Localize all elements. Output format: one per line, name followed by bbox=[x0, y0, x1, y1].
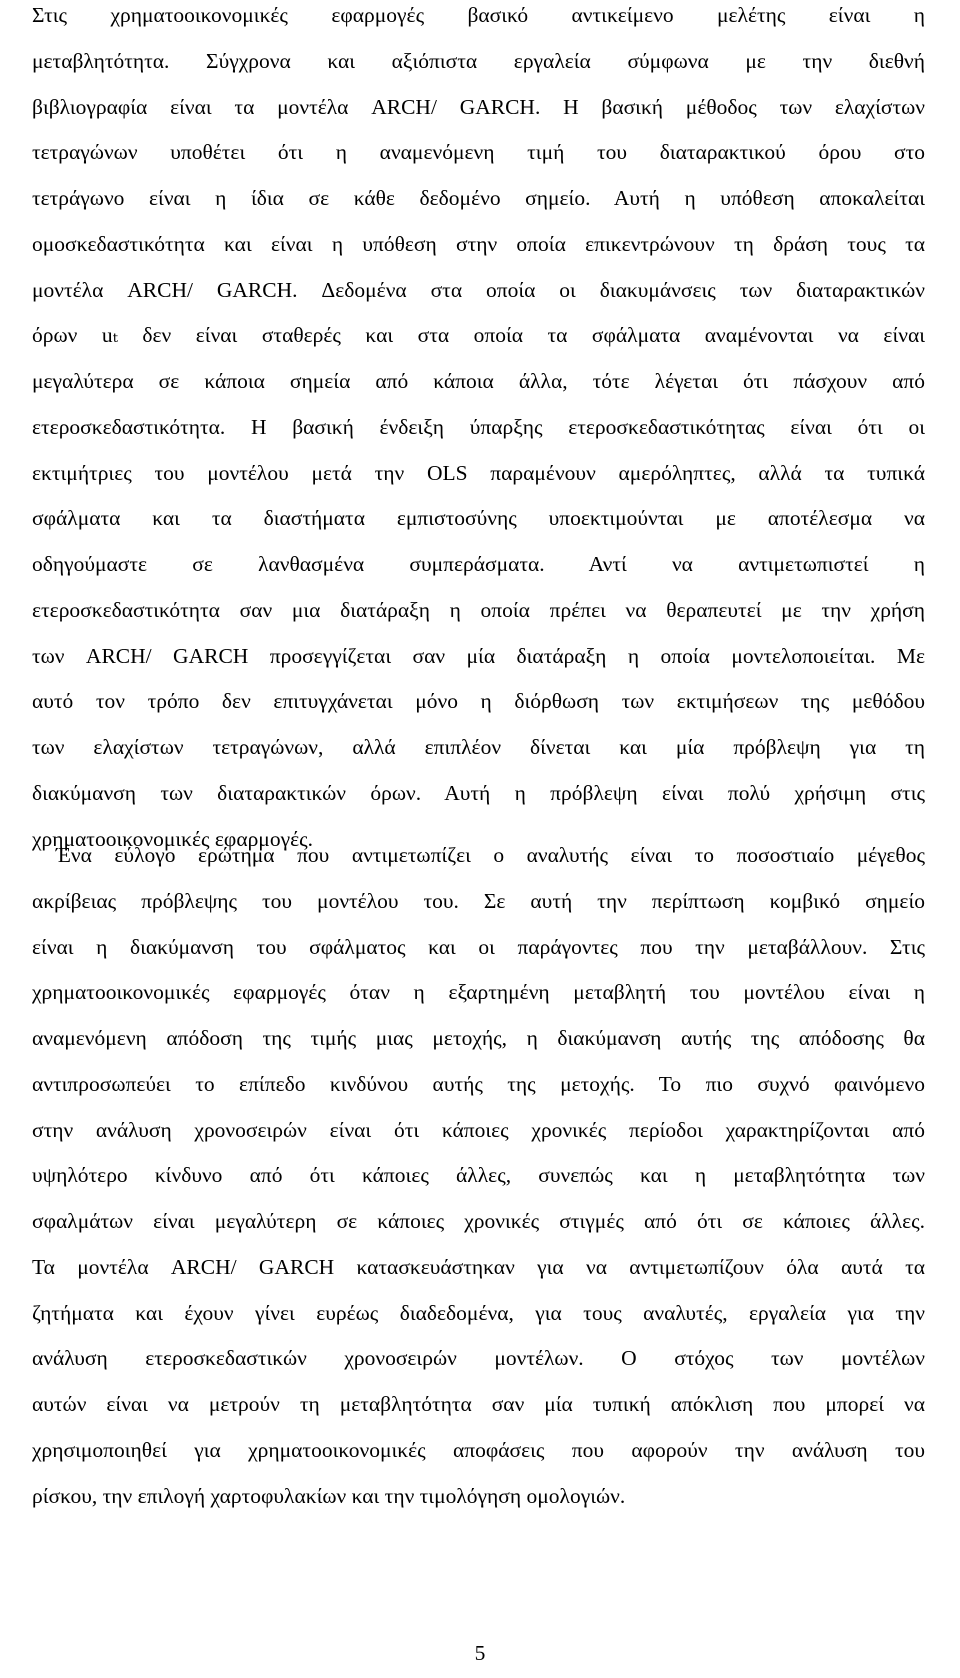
text-line: είναι η διακύμανση του σφάλματος και οι παράγοντες που την μεταβάλλουν. Στις bbox=[32, 934, 925, 959]
text-line: των ARCH/ GARCH προσεγγίζεται σαν μία διατάραξη η οποία μοντελοποιείται. Με bbox=[32, 643, 925, 668]
text-line: υψηλότερο κίνδυνο από ότι κάποιες άλλες, συνεπώς και η μεταβλητότητα των bbox=[32, 1163, 925, 1188]
text-line: Ένα εύλογο ερώτημα που αντιμετωπίζει ο αναλυτής είναι το ποσοστιαίο μέγεθος bbox=[56, 843, 925, 867]
text-line: σφαλμάτων είναι μεγαλύτερη σε κάποιες χρονικές στιγμές από ότι σε κάποιες άλλες. bbox=[32, 1209, 925, 1233]
paragraph-2 bbox=[32, 833, 925, 1519]
text-line: βιβλιογραφία είναι τα μοντέλα ARCH/ GARCH. Η βασική μέθοδος των ελαχίστων bbox=[32, 94, 925, 119]
text-line: αυτών είναι να μετρούν τη μεταβλητότητα σαν μία τυπική απόκλιση που μπορεί να bbox=[32, 1392, 925, 1416]
text-line: ομοσκεδαστικότητα και είναι η υπόθεση στην οποία επικεντρώνουν τη δράση τους τα bbox=[32, 231, 925, 256]
text-line: ζητήματα και έχουν γίνει ευρέως διαδεδομένα, για τους αναλυτές, εργαλεία για την bbox=[32, 1300, 925, 1325]
text-line: μεταβλητότητα. Σύγχρονα και αξιόπιστα εργαλεία σύμφωνα με την διεθνή bbox=[32, 48, 925, 73]
text-line: χρηματοοικονομικές εφαρμογές όταν η εξαρτημένη μεταβλητή του μοντέλου είναι η bbox=[32, 980, 925, 1005]
text-line: μοντέλα ARCH/ GARCH. Δεδομένα στα οποία οι διακυμάνσεις των διαταρακτικών bbox=[32, 277, 925, 302]
text-line: αντιπροσωπεύει το επίπεδο κινδύνου αυτής της μετοχής. Το πιο συχνό φαινόμενο bbox=[32, 1071, 925, 1096]
text-line: τετραγώνων υποθέτει ότι η αναμενόμενη τιμή του διαταρακτικού όρου στο bbox=[32, 140, 925, 165]
text-line: διακύμανση των διαταρακτικών όρων. Αυτή η πρόβλεψη είναι πολύ χρήσιμη στις bbox=[32, 780, 925, 805]
text-line: χρηματοοικονομικές εφαρμογές. bbox=[32, 826, 314, 851]
text-line: ακρίβειας πρόβλεψης του μοντέλου του. Σε αυτή την περίπτωση κομβικό σημείο bbox=[32, 888, 925, 913]
text-line: των ελαχίστων τετραγώνων, αλλά επιπλέον δίνεται και μία πρόβλεψη για τη bbox=[32, 735, 925, 759]
text-line: όρων uₜ δεν είναι σταθερές και στα οποία τα σφάλματα αναμένονται να είναι bbox=[32, 323, 925, 348]
text-line: ρίσκου, την επιλογή χαρτοφυλακίων και την τιμολόγηση ομολογιών. bbox=[32, 1483, 626, 1508]
text-line: Στις χρηματοοικονομικές εφαρμογές βασικό αντικείμενο μελέτης είναι η bbox=[32, 3, 925, 27]
text-line: ανάλυση ετεροσκεδαστικών χρονοσειρών μοντέλων. Ο στόχος των μοντέλων bbox=[32, 1346, 925, 1371]
text-line: εκτιμήτριες του μοντέλου μετά την OLS παραμένουν αμερόληπτες, αλλά τα τυπικά bbox=[32, 460, 925, 485]
text-line: Τα μοντέλα ARCH/ GARCH κατασκευάστηκαν για να αντιμετωπίζουν όλα αυτά τα bbox=[32, 1254, 925, 1279]
paragraph-1 bbox=[32, 0, 925, 862]
page-number: 5 bbox=[474, 1641, 486, 1665]
text-line: ετεροσκεδαστικότητα. Η βασική ένδειξη ύπαρξης ετεροσκεδαστικότητας είναι ότι οι bbox=[32, 414, 925, 439]
text-line: οδηγούμαστε σε λανθασμένα συμπεράσματα. Αντί να αντιμετωπιστεί η bbox=[32, 552, 925, 576]
text-line: ετεροσκεδαστικότητα σαν μια διατάραξη η οποία πρέπει να θεραπευτεί με την χρήση bbox=[32, 597, 925, 622]
text-line: μεγαλύτερα σε κάποια σημεία από κάποια άλλα, τότε λέγεται ότι πάσχουν από bbox=[32, 369, 925, 393]
text-line: στην ανάλυση χρονοσειρών είναι ότι κάποιες χρονικές περίοδοι χαρακτηρίζονται από bbox=[32, 1117, 925, 1142]
text-line: αυτό τον τρόπο δεν επιτυγχάνεται μόνο η διόρθωση των εκτιμήσεων της μεθόδου bbox=[32, 689, 925, 714]
text-line: σφάλματα και τα διαστήματα εμπιστοσύνης υποεκτιμούνται με αποτέλεσμα να bbox=[32, 506, 925, 531]
text-line: τετράγωνο είναι η ίδια σε κάθε δεδομένο σημείο. Αυτή η υπόθεση αποκαλείται bbox=[32, 186, 925, 210]
text-line: αναμενόμενη απόδοση της τιμής μιας μετοχής, η διακύμανση αυτής της απόδοσης θα bbox=[32, 1026, 925, 1050]
text-line: χρησιμοποιηθεί για χρηματοοικονομικές αποφάσεις που αφορούν την ανάλυση του bbox=[32, 1437, 925, 1462]
